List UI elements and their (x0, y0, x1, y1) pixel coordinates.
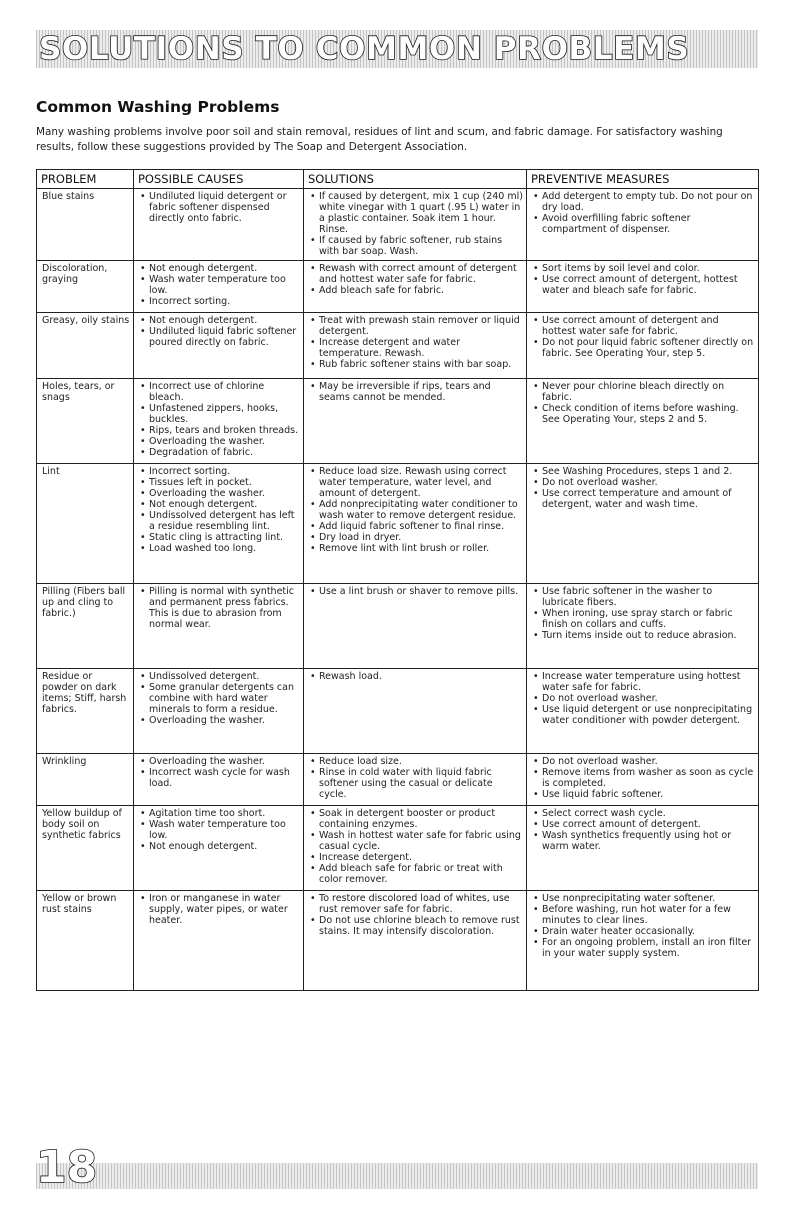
measure-item: • Check condition of items before washing. See Operating Your, steps 2 and 5. (532, 403, 755, 425)
table-row (37, 260, 759, 312)
cause-item: • Load washed too long. (139, 543, 300, 554)
cause-item: • Tissues left in pocket. (139, 477, 300, 488)
measure-item: • Do not overload washer. (532, 693, 755, 704)
measure-item: • For an ongoing problem, install an iron filter in your water supply system. (532, 937, 755, 959)
bullet-list (139, 671, 300, 726)
measure-item: • Use correct amount of detergent, hottest water and bleach safe for fabric. (532, 274, 755, 296)
measures-cell (527, 463, 759, 583)
solution-item: • If caused by detergent, mix 1 cup (240 ml) white vinegar with 1 quart (.95 L) water in a plastic container. Soak item 1 hour. Rinse. (309, 191, 523, 235)
table-row (37, 890, 759, 990)
solution-item: • Remove lint with lint brush or roller. (309, 543, 523, 554)
problem-cell: Lint (37, 463, 134, 583)
cause-item: • Overloading the washer. (139, 488, 300, 499)
table-body (37, 189, 759, 991)
solutions-cell (304, 378, 527, 463)
table-row (37, 583, 759, 668)
solution-item: • Add bleach safe for fabric or treat with color remover. (309, 863, 523, 885)
bullet-list (309, 893, 523, 937)
problem-cell: Blue stains (37, 189, 134, 261)
bullet-list (532, 808, 755, 852)
measure-item: • Use liquid fabric softener. (532, 789, 755, 800)
cause-item: • Not enough detergent. (139, 499, 300, 510)
solution-item: • Add nonprecipitating water conditioner to wash water to remove detergent residue. (309, 499, 523, 521)
header-preventive-measures: PREVENTIVE MEASURES (527, 170, 759, 189)
bullet-list (532, 466, 755, 510)
table-row (37, 668, 759, 753)
problem-cell: Discoloration, graying (37, 260, 134, 312)
solution-item: • Increase detergent and water temperature. Rewash. (309, 337, 523, 359)
measure-item: • Remove items from washer as soon as cycle is completed. (532, 767, 755, 789)
bullet-list (139, 381, 300, 459)
measure-item: • Select correct wash cycle. (532, 808, 755, 819)
solution-item: • Do not use chlorine bleach to remove rust stains. It may intensify discoloration. (309, 915, 523, 937)
solution-item: • Use a lint brush or shaver to remove pills. (309, 586, 523, 597)
cause-item: • Incorrect wash cycle for wash load. (139, 767, 300, 789)
solution-item: • Add bleach safe for fabric. (309, 285, 523, 296)
problem-cell: Holes, tears, or snags (37, 378, 134, 463)
solutions-cell (304, 463, 527, 583)
table-row (37, 378, 759, 463)
page-title: SOLUTIONS TO COMMON PROBLEMS (39, 31, 690, 67)
bullet-list (309, 756, 523, 800)
cause-item: • Rips, tears and broken threads. (139, 425, 300, 436)
footer-bar (36, 1163, 758, 1189)
solution-item: • Increase detergent. (309, 852, 523, 863)
bullet-list (139, 893, 300, 926)
bullet-list (532, 263, 755, 296)
measure-item: • Use liquid detergent or use nonprecipitating water conditioner with powder detergent. (532, 704, 755, 726)
measures-cell (527, 753, 759, 805)
solution-item: • Reduce load size. (309, 756, 523, 767)
header-possible-causes: POSSIBLE CAUSES (134, 170, 304, 189)
cause-item: • Undiluted liquid fabric softener poured directly on fabric. (139, 326, 300, 348)
problem-cell: Yellow or brown rust stains (37, 890, 134, 990)
bullet-list (532, 893, 755, 960)
bullet-list (532, 756, 755, 800)
cause-item: • Incorrect sorting. (139, 296, 300, 307)
problem-cell: Pilling (Fibers ball up and cling to fabric.) (37, 583, 134, 668)
problem-cell: Residue or powder on dark items; Stiff, harsh fabrics. (37, 668, 134, 753)
solution-item: • Rewash load. (309, 671, 523, 682)
cause-item: • Static cling is attracting lint. (139, 532, 300, 543)
bullet-list (532, 671, 755, 726)
solutions-cell (304, 583, 527, 668)
measure-item: • Use correct temperature and amount of detergent, water and wash time. (532, 488, 755, 510)
measure-item: • Do not pour liquid fabric softener directly on fabric. See Operating Your, step 5. (532, 337, 755, 359)
bullet-list (532, 315, 755, 359)
solutions-cell (304, 805, 527, 890)
cause-item: • Incorrect sorting. (139, 466, 300, 477)
cause-item: • Not enough detergent. (139, 841, 300, 852)
measure-item: • Turn items inside out to reduce abrasion. (532, 630, 755, 641)
measure-item: • Do not overload washer. (532, 477, 755, 488)
causes-cell (134, 463, 304, 583)
measures-cell (527, 189, 759, 261)
measure-item: • Use correct amount of detergent. (532, 819, 755, 830)
measure-item: • Never pour chlorine bleach directly on fabric. (532, 381, 755, 403)
bullet-list (309, 466, 523, 555)
cause-item: • Overloading the washer. (139, 436, 300, 447)
measures-cell (527, 668, 759, 753)
cause-item: • Wash water temperature too low. (139, 274, 300, 296)
solutions-cell (304, 189, 527, 261)
problem-cell: Wrinkling (37, 753, 134, 805)
problem-cell: Greasy, oily stains (37, 312, 134, 378)
cause-item: • Unfastened zippers, hooks, buckles. (139, 403, 300, 425)
solutions-cell (304, 668, 527, 753)
solution-item: • Treat with prewash stain remover or liquid detergent. (309, 315, 523, 337)
measure-item: • Use correct amount of detergent and hottest water safe for fabric. (532, 315, 755, 337)
solutions-cell (304, 260, 527, 312)
cause-item: • Undiluted liquid detergent or fabric softener dispensed directly onto fabric. (139, 191, 300, 224)
bullet-list (309, 191, 523, 258)
measures-cell (527, 583, 759, 668)
cause-item: • Not enough detergent. (139, 263, 300, 274)
measure-item: • Drain water heater occasionally. (532, 926, 755, 937)
solutions-cell (304, 890, 527, 990)
solution-item: • May be irreversible if rips, tears and seams cannot be mended. (309, 381, 523, 403)
cause-item: • Agitation time too short. (139, 808, 300, 819)
bullet-list (532, 381, 755, 425)
cause-item: • Pilling is normal with synthetic and permanent press fabrics. This is due to abrasion from normal wear. (139, 586, 300, 630)
solution-item: • Soak in detergent booster or product containing enzymes. (309, 808, 523, 830)
cause-item: • Undissolved detergent has left a residue resembling lint. (139, 510, 300, 532)
measures-cell (527, 260, 759, 312)
solution-item: • Reduce load size. Rewash using correct water temperature, water level, and amount of detergent. (309, 466, 523, 499)
measure-item: • Do not overload washer. (532, 756, 755, 767)
title-banner (36, 30, 758, 68)
solution-item: • Rewash with correct amount of detergent and hottest water safe for fabric. (309, 263, 523, 285)
bullet-list (309, 808, 523, 886)
table-header-row (37, 170, 759, 189)
bullet-list (139, 466, 300, 555)
cause-item: • Not enough detergent. (139, 315, 300, 326)
table-row (37, 753, 759, 805)
measures-cell (527, 378, 759, 463)
measure-item: • Use fabric softener in the washer to lubricate fibers. (532, 586, 755, 608)
solution-item: • Dry load in dryer. (309, 532, 523, 543)
measure-item: • When ironing, use spray starch or fabric finish on collars and cuffs. (532, 608, 755, 630)
measures-cell (527, 805, 759, 890)
cause-item: • Incorrect use of chlorine bleach. (139, 381, 300, 403)
measure-item: • Increase water temperature using hottest water safe for fabric. (532, 671, 755, 693)
cause-item: • Overloading the washer. (139, 756, 300, 767)
solutions-cell (304, 312, 527, 378)
measure-item: • See Washing Procedures, steps 1 and 2. (532, 466, 755, 477)
cause-item: • Iron or manganese in water supply, water pipes, or water heater. (139, 893, 300, 926)
solution-item: • Wash in hottest water safe for fabric using casual cycle. (309, 830, 523, 852)
causes-cell (134, 189, 304, 261)
table-row (37, 189, 759, 261)
bullet-list (532, 191, 755, 235)
bullet-list (309, 381, 523, 403)
bullet-list (532, 586, 755, 641)
bullet-list (139, 191, 300, 224)
bullet-list (139, 586, 300, 630)
header-problem: PROBLEM (37, 170, 134, 189)
solution-item: • Add liquid fabric softener to final rinse. (309, 521, 523, 532)
section-heading: Common Washing Problems (36, 98, 280, 116)
measure-item: • Add detergent to empty tub. Do not pour on dry load. (532, 191, 755, 213)
measure-item: • Sort items by soil level and color. (532, 263, 755, 274)
causes-cell (134, 312, 304, 378)
causes-cell (134, 805, 304, 890)
cause-item: • Wash water temperature too low. (139, 819, 300, 841)
measure-item: • Before washing, run hot water for a few minutes to clear lines. (532, 904, 755, 926)
measure-item: • Avoid overfilling fabric softener compartment of dispenser. (532, 213, 755, 235)
bullet-list (309, 671, 523, 682)
bullet-list (309, 263, 523, 296)
bullet-list (139, 315, 300, 348)
cause-item: • Overloading the washer. (139, 715, 300, 726)
causes-cell (134, 753, 304, 805)
causes-cell (134, 668, 304, 753)
cause-item: • Degradation of fabric. (139, 447, 300, 458)
table-row (37, 805, 759, 890)
table-row (37, 463, 759, 583)
solution-item: • To restore discolored load of whites, use rust remover safe for fabric. (309, 893, 523, 915)
intro-paragraph: Many washing problems involve poor soil and stain removal, residues of lint and scum, and fabric damage. For satisfactory washing results, follow these suggestions provided by The Soap and Detergent Association. (36, 126, 723, 153)
page-number: 18 (36, 1142, 98, 1193)
measures-cell (527, 890, 759, 990)
bullet-list (139, 808, 300, 852)
causes-cell (134, 890, 304, 990)
bullet-list (309, 586, 523, 597)
cause-item: • Undissolved detergent. (139, 671, 300, 682)
measures-cell (527, 312, 759, 378)
solutions-cell (304, 753, 527, 805)
causes-cell (134, 583, 304, 668)
bullet-list (309, 315, 523, 370)
problem-cell: Yellow buildup of body soil on synthetic fabrics (37, 805, 134, 890)
header-solutions: SOLUTIONS (304, 170, 527, 189)
solution-item: • Rinse in cold water with liquid fabric softener using the casual or delicate cycle. (309, 767, 523, 800)
measure-item: • Use nonprecipitating water softener. (532, 893, 755, 904)
bullet-list (139, 263, 300, 307)
bullet-list (139, 756, 300, 789)
problems-table (36, 169, 759, 991)
causes-cell (134, 260, 304, 312)
causes-cell (134, 378, 304, 463)
table-row (37, 312, 759, 378)
solution-item: • If caused by fabric softener, rub stains with bar soap. Wash. (309, 235, 523, 257)
cause-item: • Some granular detergents can combine with hard water minerals to form a residue. (139, 682, 300, 715)
solution-item: • Rub fabric softener stains with bar soap. (309, 359, 523, 370)
measure-item: • Wash synthetics frequently using hot or warm water. (532, 830, 755, 852)
